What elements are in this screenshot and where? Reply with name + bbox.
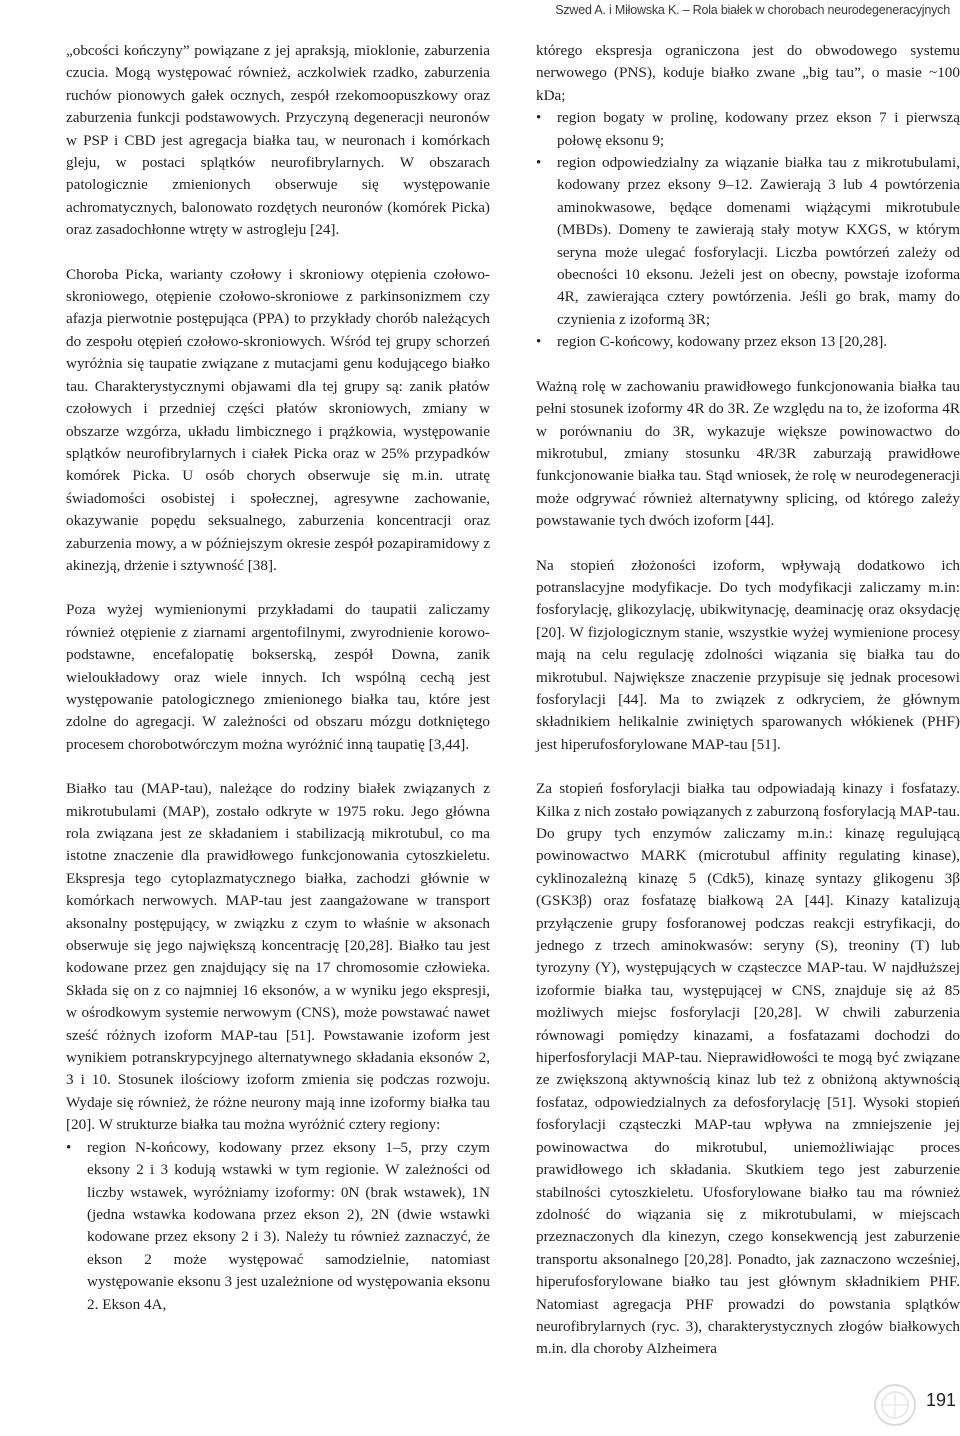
region-list [536,107,960,353]
left-column [66,40,490,1338]
paragraph: Za stopień fosforylacji białka tau odpowiadają kinazy i fosfatazy. Kilka z nich zostało powiązanych z zaburzoną fosforylacją MAP-tau. Do grupy tych enzymów zaliczamy m.in.: kinazę regulującą powinowactwo MARK (microtubul affinity regulating kinase), cyklinozależną kinazę 5 (Cdk5), kinazę syntazy glikogenu 3β (GSK3β) oraz fosfatazę białkową 2A [44]. Kinazy katalizują przyłączenie grupy fosforanowej podczas reakcji estryfikacji, do jednego z trzech aminokwasów: seryny (S), treoniny (T) lub tyrozyny (Y), występujących w cząsteczce MAP-tau. W najdłuższej izoformie białka tau, występującej w CNS, znajduje się aż 85 możliwych miejsc fosforylacji [20,28]. W chwili zaburzenia równowagi pomiędzy kinazami, a fosfatazami dochodzi do hiperfosforylacji MAP-tau. Nieprawidłowości te mogą być związane ze zwiększoną aktywnością kinaz lub też z obniżoną aktywnością fosfataz, odpowiedzialnych za defosforylację [51]. Wysoki stopień fosforylacji cząsteczki MAP-tau wpływa na zmniejszenie jej powinowactwa do mikrotubul, uniemożliwiając proces prawidłowego ich składania. Skutkiem tego jest zaburzenie stabilności cytoszkieletu. Ufosforylowane białko tau ma również zdolność do wiązania się z mikrotubulami, w miejscach przeznaczonych dla kinezyn, czego konsekwencją jest zaburzenie transportu aksonalnego [20,28]. Ponadto, jak zaznaczono wcześniej, hiperufosforylowane białko tau jest głównym składnikiem PHF. Natomiast agregacja PHF prowadzi do powstania splątków neurofibrylarnych (ryc. 3), charakterystycznych złogów białkowych m.in. dla choroby Alzheimera [536,780,960,1358]
paragraph: Poza wyżej wymienionymi przykładami do taupatii zaliczamy również otępienie z ziarnami argentofilnymi, zwyrodnienie korowo-podstawne, encefalopatię bokserską, zespół Downa, zanik wieloukładowy oraz wiele innych. Ich wspólną cechą jest występowanie patologicznego zmienionego białka tau, które jest zdolne do agregacji. W zależności od obszaru mózgu dotkniętego procesem chorobotwórczym można wyróżnić inną taupatię [3,44]. [66,601,490,753]
running-header: Szwed A. i Miłowska K. – Rola białek w chorobach neurodegeneracyjnych [555,3,950,17]
right-column [536,40,960,1361]
paragraph: Na stopień złożoności izoform, wpływają dodatkowo ich potranslacyjne modyfikacje. Do tych modyfikacji zaliczamy m.in: fosforylację, glikozylację, ubikwitynację, deaminację oraz oksydację [20]. W fizjologicznym stanie, wszystkie wyżej wymienione procesy mają na celu regulację zdolności wiązania się białka tau do mikrotubul. Największe znaczenie przypisuje się jednak procesowi fosforylacji [44]. Ma to związek z odkryciem, że głównym składnikiem helikalnie zwiniętych sparowanych włókienek (PHF) jest hiperufosforylowane MAP-tau [51]. [536,556,960,753]
page-number: 191 [926,1390,957,1410]
list-item: • region N-końcowy, kodowany przez eksony 1–5, przy czym eksony 2 i 3 kodują wstawki w tym regionie. W zależności od liczby wstawek, wyróżniamy izoformy: 0N (brak wstawek), 1N (jedna wstawka kodowana przez ekson 2), 2N (dwie wstawki kodowane przez eksony 2 i 3). Należy tu również zaznaczyć, że ekson 2 może występować samodzielnie, natomiast występowanie eksonu 3 jest uzależnione od występowania eksonu 2. Ekson 4A, [66,1137,490,1316]
publisher-logo-icon [872,1382,918,1428]
list-item: • region odpowiedzialny za wiązanie białka tau z mikrotubulami, kodowany przez eksony 9–12. Zawierają 3 lub 4 powtórzenia aminokwasowe, będące domenami wiążącymi mikrotubule (MBDs). Domeny te zawierają stały motyw KXGS, w którym seryna może ulegać fosforylacji. Liczba powtórzeń zależy od obecności 10 eksonu. Jeżeli jest on obecny, powstaje izoforma 4R, zawierająca cztery powtórzenia. Jeśli go brak, mamy do czynienia z izoformą 3R; [536,152,960,331]
list-item: • region bogaty w prolinę, kodowany przez ekson 7 i pierwszą połowę eksonu 9; [536,107,960,152]
paragraph: Choroba Picka, warianty czołowy i skroniowy otępienia czołowo-skroniowego, otępienie czołowo-skroniowe z parkinsonizmem czy afazja pierwotnie postępująca (PPA) to przykłady chorób należących do zespołu otępień czołowo-skroniowych. Wśród tej grupy schorzeń wyróżnia się taupatie związane z mutacjami genu kodującego białko tau. Charakterystycznymi objawami dla tej grupy są: zanik płatów czołowych i przedniej części płatów skroniowych, zmiany w obszarze wzgórza, układu limbicznego i prążkowia, występowanie splątków neurofibrylarnych i ciałek Picka oraz w 25% przypadków komórek Picka. U osób chorych obserwuje się m.in. utratę świadomości osobistej i społecznej, agresywne zachowanie, okazywanie popędu seksualnego, zaburzenia koncentracji oraz zaburzenia mowy, a w późniejszym okresie zespół pozapiramidowy z akinezją, drżenie i sztywność [38]. [66,265,490,574]
region-list [66,1137,490,1316]
paragraph: którego ekspresja ograniczona jest do obwodowego systemu nerwowego (PNS), koduje białko zwane „big tau”, o masie ~100 kDa; [536,42,960,104]
paragraph: „obcości kończyny” powiązane z jej apraksją, mioklonie, zaburzenia czucia. Mogą występować również, aczkolwiek rzadko, zaburzenia ruchów pionowych gałek ocznych, zespół rzekomoopuszkowy oraz zaburzenia funkcji podstawowych. Przyczyną degeneracji neuronów w PSP i CBD jest agregacja białka tau, w neuronach i komórkach gleju, w postaci splątków neurofibrylarnych. W obszarach patologicznie zmienionych obserwuje się występowanie achromatycznych, balonowato rozdętych neuronów (komórek Picka) oraz zasadochłonne wtręty w astrogleju [24]. [66,42,490,239]
paragraph: Ważną rolę w zachowaniu prawidłowego funkcjonowania białka tau pełni stosunek izoformy 4R do 3R. Ze względu na to, że izoforma 4R w porównaniu do 3R, wykazuje większe powinowactwo do mikrotubul, zmiany stosunku 4R/3R zaburzają prawidłowe funkcjonowanie białka tau. Stąd wniosek, że rolę w neurodegeneracji może odgrywać również alternatywny splicing, od którego zależy powstawanie tych dwóch izoform [44]. [536,377,960,530]
paragraph: Białko tau (MAP-tau), należące do rodziny białek związanych z mikrotubulami (MAP), zostało odkryte w 1975 roku. Jego główna rola związana jest ze składaniem i stabilizacją mikrotubul, co ma istotne znaczenie dla prawidłowego funkcjonowania cytoszkieletu. Ekspresja tego cytoplazmatycznego białka, zachodzi głównie w komórkach nerwowych. MAP-tau jest zaangażowane w transport aksonalny postępujący, w związku z czym to właśnie w aksonach obserwuje się jego największą koncentrację [20,28]. Białko tau jest kodowane przez gen znajdujący się na 17 chromosomie człowieka. Składa się on z co najmniej 16 eksonów, a w wyniku jego ekspresji, w ośrodkowym systemie nerwowym (CNS), może powstawać nawet sześć różnych izoform MAP-tau [51]. Powstawanie izoform jest wynikiem potranskrypcyjnego alternatywnego składania eksonów 2, 3 i 10. Stosunek ilościowy izoform zmienia się podczas rozwoju. Wydaje się również, że różne neurony mają inne izoformy białka tau [20]. W strukturze białka tau można wyróżnić cztery regiony: [66,780,490,1134]
list-item: • region C-końcowy, kodowany przez ekson 13 [20,28]. [536,331,960,353]
